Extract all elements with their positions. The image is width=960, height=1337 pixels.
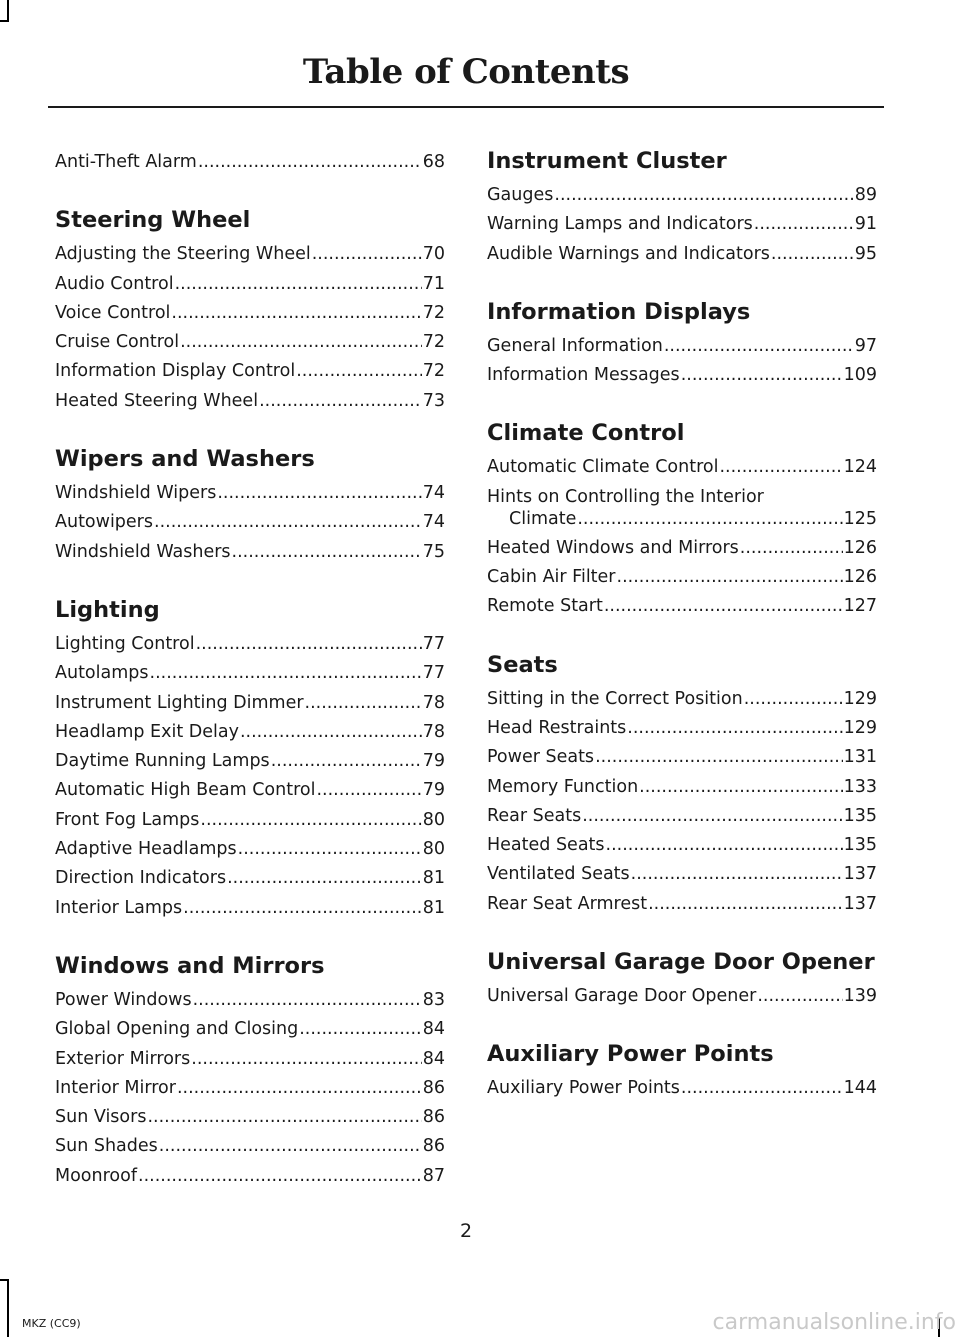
toc-entry[interactable] (487, 982, 877, 1011)
section-heading: Universal Garage Door Opener (487, 949, 875, 976)
toc-entry-title: Heated Steering Wheel (55, 390, 259, 411)
toc-entry[interactable] (487, 210, 877, 239)
toc-entry-title: Automatic High Beam Control (55, 780, 316, 801)
toc-entry-title: Heated Seats (487, 835, 605, 856)
toc-entry-title: Adjusting the Steering Wheel (55, 244, 311, 265)
toc-leader-dots (200, 806, 421, 835)
toc-entry-page: 84 (422, 1019, 445, 1040)
toc-entry[interactable] (55, 659, 445, 688)
toc-entry-title: Cabin Air Filter (487, 567, 616, 588)
toc-entry-title: Windshield Washers (55, 541, 231, 562)
toc-entry-title: Moonroof (55, 1165, 137, 1186)
toc-entry-title: Anti-Theft Alarm (55, 152, 197, 172)
toc-entry[interactable] (55, 776, 445, 805)
toc-entry[interactable] (55, 1162, 445, 1191)
toc-leader-dots (316, 776, 421, 805)
toc-entry-title: Head Restraints (487, 717, 627, 738)
toc-leader-dots (627, 714, 842, 743)
toc-entry[interactable] (55, 299, 445, 328)
toc-entry-title: Front Fog Lamps (55, 809, 200, 830)
toc-entry-title: Rear Seats (487, 805, 582, 826)
toc-entry[interactable] (487, 831, 877, 860)
toc-entry-page: 79 (422, 751, 445, 772)
toc-leader-dots (175, 270, 422, 299)
toc-entry[interactable] (487, 802, 877, 831)
section-heading: Windows and Mirrors (55, 952, 325, 979)
section-heading: Instrument Cluster (487, 148, 727, 174)
toc-leader-dots (719, 453, 842, 482)
toc-entry-title: Audible Warnings and Indicators (487, 243, 770, 264)
toc-leader-dots (271, 747, 422, 776)
toc-right-column (487, 148, 877, 1104)
toc-entry-continuation (487, 508, 877, 530)
toc-entry-page: 95 (854, 243, 877, 264)
toc-leader-dots (631, 860, 843, 889)
section-heading: Information Displays (487, 298, 751, 325)
toc-entry-page: 129 (843, 717, 877, 738)
toc-entry-title: Sitting in the Correct Position (487, 688, 743, 709)
toc-entry-page: 72 (422, 361, 445, 382)
toc-entry-page: 131 (843, 747, 877, 768)
toc-leader-dots (171, 299, 421, 328)
toc-entry-page: 133 (843, 776, 877, 797)
toc-entry-page: 139 (843, 986, 877, 1007)
toc-entry-page: 97 (854, 335, 877, 356)
toc-entry-page: 137 (843, 893, 877, 914)
toc-entry-page: 75 (422, 541, 445, 562)
toc-leader-dots (681, 1074, 843, 1103)
crop-mark (7, 0, 9, 20)
toc-leader-dots (183, 894, 422, 923)
toc-entry[interactable] (487, 773, 877, 802)
toc-entry[interactable] (487, 181, 877, 210)
toc-entry-page: 72 (422, 332, 445, 353)
toc-leader-dots (604, 592, 843, 621)
toc-entry[interactable] (487, 563, 877, 592)
toc-entry-title: Sun Shades (55, 1136, 158, 1157)
toc-entry-page: 125 (843, 508, 877, 529)
toc-entry-title: Voice Control (55, 302, 171, 323)
toc-entry[interactable] (55, 894, 445, 923)
toc-leader-dots (595, 743, 843, 772)
toc-entry-page: 109 (843, 365, 877, 386)
section-heading: Lighting (55, 596, 160, 623)
toc-entry[interactable] (55, 806, 445, 835)
crop-mark (0, 20, 9, 22)
toc-entry[interactable] (487, 890, 877, 919)
toc-leader-dots (198, 148, 422, 177)
toc-leader-dots (617, 563, 843, 592)
toc-entry[interactable] (487, 483, 877, 534)
toc-entry-title-continued: Climate (509, 508, 577, 529)
toc-entry[interactable] (487, 743, 877, 772)
toc-entry-title: Daytime Running Lamps (55, 751, 270, 772)
toc-entry-page: 73 (422, 390, 445, 411)
toc-entry-page: 135 (843, 805, 877, 826)
toc-entry-title: Exterior Mirrors (55, 1048, 191, 1069)
toc-entry-page: 144 (843, 1078, 877, 1099)
toc-entry-title: Windshield Wipers (55, 483, 217, 504)
toc-entry[interactable] (55, 538, 445, 567)
toc-leader-dots (240, 718, 422, 747)
toc-entry[interactable] (487, 1074, 877, 1103)
section-heading: Climate Control (487, 420, 685, 447)
toc-entry-title: Direction Indicators (55, 868, 227, 889)
toc-leader-dots (754, 210, 854, 239)
toc-entry[interactable] (55, 270, 445, 299)
page-number: 2 (459, 1220, 473, 1242)
toc-leader-dots (577, 508, 842, 530)
toc-entry-page: 78 (422, 692, 445, 713)
toc-entry-title: Auxiliary Power Points (487, 1078, 680, 1099)
toc-entry-title: Adaptive Headlamps (55, 839, 237, 860)
crop-mark (0, 1279, 9, 1281)
toc-entry-title: Autowipers (55, 512, 153, 533)
crop-mark (7, 1279, 9, 1337)
toc-entry-page: 81 (422, 868, 445, 889)
toc-entry-page: 74 (422, 483, 445, 504)
toc-leader-dots (196, 630, 422, 659)
toc-entry[interactable] (55, 240, 445, 269)
toc-entry-title: Sun Visors (55, 1107, 147, 1128)
toc-leader-dots (177, 1074, 422, 1103)
toc-entry[interactable] (487, 453, 877, 482)
toc-entry-page: 91 (854, 214, 877, 235)
toc-entry[interactable] (55, 1074, 445, 1103)
toc-leader-dots (639, 773, 842, 802)
toc-entry[interactable] (487, 714, 877, 743)
toc-entry-title: Information Display Control (55, 361, 296, 382)
toc-entry-page: 77 (422, 633, 445, 654)
toc-leader-dots (180, 328, 422, 357)
toc-entry[interactable] (55, 1045, 445, 1074)
section-heading: Wipers and Washers (55, 446, 315, 473)
toc-entry[interactable] (55, 357, 445, 386)
toc-entry-page: 78 (422, 721, 445, 742)
toc-entry-page: 126 (843, 537, 877, 558)
toc-entry-page: 70 (422, 244, 445, 265)
toc-leader-dots (191, 1045, 421, 1074)
toc-entry-title: Cruise Control (55, 332, 180, 353)
model-code: MKZ (CC9) (22, 1317, 81, 1330)
toc-entry-title: Interior Lamps (55, 897, 183, 918)
toc-leader-dots (757, 982, 842, 1011)
toc-entry[interactable] (55, 508, 445, 537)
toc-entry-title: Remote Start (487, 596, 603, 617)
toc-leader-dots (305, 689, 422, 718)
toc-entry-page: 79 (422, 780, 445, 801)
toc-entry-title: Universal Garage Door Opener (487, 986, 757, 1007)
toc-entry-page: 135 (843, 835, 877, 856)
toc-entry-page: 129 (843, 688, 877, 709)
toc-entry-page: 80 (422, 809, 445, 830)
toc-leader-dots (159, 1132, 422, 1161)
toc-entry[interactable] (487, 361, 877, 390)
toc-entry[interactable] (55, 479, 445, 508)
toc-entry-page: 77 (422, 663, 445, 684)
page-title: Table of Contents (302, 52, 630, 92)
toc-entry[interactable] (55, 1015, 445, 1044)
toc-leader-dots (554, 181, 853, 210)
toc-entry[interactable] (487, 592, 877, 621)
toc-entry-title: Gauges (487, 185, 554, 205)
toc-entry-title: Information Messages (487, 365, 680, 386)
toc-entry-page: 86 (422, 1107, 445, 1128)
toc-entry-title: Headlamp Exit Delay (55, 721, 239, 742)
toc-entry-page: 68 (422, 152, 445, 172)
toc-entry[interactable] (55, 747, 445, 776)
toc-leader-dots (193, 986, 422, 1015)
toc-entry-title: Power Windows (55, 989, 192, 1010)
toc-entry-title: Memory Function (487, 776, 639, 797)
toc-entry-title: Rear Seat Armrest (487, 893, 648, 914)
toc-entry[interactable] (55, 718, 445, 747)
toc-entry-page: 127 (843, 596, 877, 617)
toc-leader-dots (771, 240, 854, 269)
toc-entry[interactable] (55, 689, 445, 718)
toc-entry[interactable] (55, 835, 445, 864)
toc-entry-page: 126 (843, 567, 877, 588)
toc-entry-title: Global Opening and Closing (55, 1019, 299, 1040)
toc-entry-page: 87 (422, 1165, 445, 1186)
toc-leader-dots (740, 534, 843, 563)
toc-entry-page: 84 (422, 1048, 445, 1069)
toc-entry-page: 83 (422, 989, 445, 1010)
toc-entry-page: 71 (422, 273, 445, 294)
toc-entry[interactable] (487, 240, 877, 269)
toc-entry-page: 80 (422, 839, 445, 860)
toc-entry-page: 72 (422, 302, 445, 323)
toc-entry-page: 89 (854, 185, 877, 205)
section-heading: Auxiliary Power Points (487, 1041, 774, 1068)
toc-leader-dots (648, 890, 842, 919)
toc-leader-dots (138, 1162, 422, 1191)
toc-entry-page: 137 (843, 864, 877, 885)
toc-leader-dots (312, 240, 422, 269)
toc-entry-title: General Information (487, 335, 663, 356)
section-heading: Seats (487, 651, 558, 678)
toc-entry-title: Lighting Control (55, 633, 195, 654)
toc-leader-dots (217, 479, 421, 508)
toc-leader-dots (147, 1103, 421, 1132)
toc-entry-page: 86 (422, 1136, 445, 1157)
toc-entry-title: Instrument Lighting Dimmer (55, 692, 304, 713)
section-heading: Steering Wheel (55, 207, 251, 234)
toc-leader-dots (232, 538, 422, 567)
toc-leader-dots (296, 357, 422, 386)
toc-entry-title: Audio Control (55, 273, 174, 294)
toc-entry[interactable] (487, 685, 877, 714)
header-divider (48, 106, 884, 108)
toc-entry[interactable] (55, 630, 445, 659)
toc-entry-title: Heated Windows and Mirrors (487, 537, 739, 558)
toc-entry[interactable] (55, 986, 445, 1015)
toc-entry-title: Automatic Climate Control (487, 457, 719, 478)
toc-entry[interactable] (55, 864, 445, 893)
toc-leader-dots (681, 361, 843, 390)
toc-entry[interactable] (55, 1103, 445, 1132)
toc-leader-dots (744, 685, 843, 714)
toc-leader-dots (582, 802, 842, 831)
toc-leader-dots (664, 332, 854, 361)
toc-entry-title: Hints on Controlling the Interior (487, 486, 764, 507)
toc-entry-page: 124 (843, 457, 877, 478)
toc-leader-dots (299, 1015, 422, 1044)
toc-leader-dots (259, 387, 422, 416)
toc-leader-dots (238, 835, 422, 864)
toc-entry-title: Power Seats (487, 747, 595, 768)
toc-entry[interactable] (487, 332, 877, 361)
toc-entry-page: 81 (422, 897, 445, 918)
toc-leader-dots (154, 508, 422, 537)
toc-leader-dots (227, 864, 422, 893)
watermark: carmanualsonline.info (712, 1310, 956, 1335)
toc-entry-title: Autolamps (55, 663, 149, 684)
toc-entry-title: Ventilated Seats (487, 864, 630, 885)
toc-leader-dots (150, 659, 422, 688)
toc-entry[interactable] (55, 148, 445, 177)
toc-entry[interactable] (487, 860, 877, 889)
toc-entry[interactable] (55, 387, 445, 416)
toc-entry[interactable] (55, 1132, 445, 1161)
toc-leader-dots (606, 831, 843, 860)
toc-entry-title: Interior Mirror (55, 1077, 176, 1098)
toc-entry-title: Warning Lamps and Indicators (487, 214, 753, 235)
toc-left-column (55, 148, 445, 1191)
toc-entry-page: 86 (422, 1077, 445, 1098)
toc-entry[interactable] (55, 328, 445, 357)
toc-entry-page: 74 (422, 512, 445, 533)
toc-entry[interactable] (487, 534, 877, 563)
